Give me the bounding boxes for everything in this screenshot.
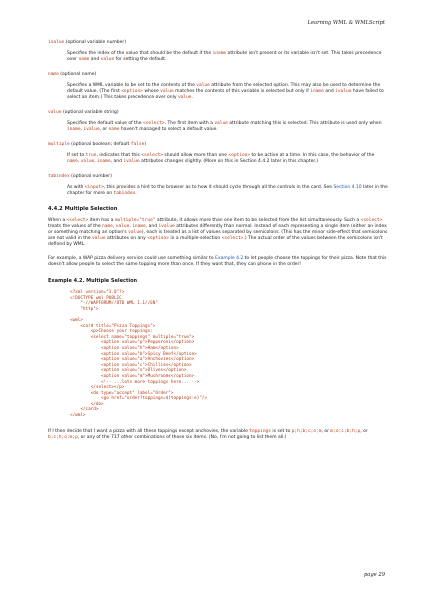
text: attributes changes slightly. (More on this in Section 4.4.2 later in this chapter.) — [139, 159, 319, 164]
text: .) The actual order of the values between the semicolons isn't defined by WML. — [48, 236, 383, 247]
term-tabindex — [48, 174, 388, 180]
attr-name: value — [48, 110, 62, 115]
text: later in the chapter for more on — [67, 185, 388, 196]
text: Specifies the index of the value that should be the default if the — [67, 51, 213, 56]
text: , or — [360, 428, 368, 434]
code-listing: <?xml version="1.0"?> <!DOCTYPE wml PUBLIC "-//WAPFORUM//DTD WML 1.1//EN" "http"> <wml> <card title="Pizza Toppings"> <p>Choose your toppings: <select name="toppings" multiple="true"> <option value="p">Pepperoni</option> <option value="h">Ham</option> <option value="b">Spicy Beef</option> <option value="a">Anchovies</option> <option value="c">Chillies</option> <option value="o">Olives</option> <option value="m">Mushrooms</option> <!-- ...lots more toppings here... --> </select></p> <do type="accept" label="Order"> <go href="order?toppings=$(toppings:e)"/> </do> </card> </wml> — [70, 290, 208, 419]
text: whose — [142, 89, 161, 94]
attr-name: tabindex — [48, 174, 70, 179]
code: m;o;c;b;h;p — [330, 428, 361, 434]
code: iname — [132, 224, 146, 229]
text: attribute isn't present or its variable isn't set. This takes precedence over — [67, 51, 382, 62]
code: iname — [310, 89, 324, 94]
text: , — [129, 224, 133, 229]
code: value — [115, 224, 130, 229]
text: attribute, it allows more than one item to be selected from the list simultaneously. Such a — [155, 218, 361, 223]
code: toppings — [249, 428, 271, 434]
attr-type: (optional number) — [71, 174, 112, 179]
code: value — [214, 121, 228, 126]
code: b;c;h;o;m;p — [48, 434, 78, 440]
text: to be active at a time. In this case, the behavior of the — [250, 153, 375, 158]
running-head: Learning WML & WMLScript — [307, 20, 385, 26]
code: <option> — [228, 153, 251, 158]
code: ivalue — [123, 159, 140, 164]
page-number: page 29 — [363, 572, 385, 578]
attr-type: (optional variable string) — [62, 110, 119, 115]
text: in a multiple-selection — [168, 236, 222, 241]
desc-tabindex — [67, 185, 388, 197]
text: attributes differently than normal. Instead of each representing a single item (either an index or something matching an option's — [48, 224, 387, 235]
code: <select> — [221, 236, 244, 241]
term-ivalue — [48, 40, 388, 46]
section-heading: 4.4.2 Multiple Selection — [48, 206, 118, 212]
code: ivalue — [335, 89, 352, 94]
text: and — [323, 89, 336, 94]
code: value — [92, 236, 106, 241]
attr-name: ivalue — [48, 40, 65, 45]
text: Specifies the default value of the — [67, 121, 143, 126]
paragraph-3 — [48, 429, 388, 441]
code: value — [177, 95, 192, 100]
code: name — [78, 57, 90, 62]
text: for setting the default. — [114, 57, 167, 62]
text: , or — [321, 428, 331, 434]
example-title: Example 4.2. Multiple Selection — [48, 278, 138, 284]
text: to let people choose the toppings for their pizza. Note that this doesn't allow people to select the same topping more than once. If they want that, they can phone in the order! — [48, 256, 387, 267]
text: should allow more than one — [162, 153, 229, 158]
code: tabindex — [113, 191, 136, 196]
text: If set to — [67, 153, 86, 158]
attr-type: (optional variable number) — [65, 40, 127, 45]
term-multiple — [48, 142, 388, 148]
section-link[interactable]: Section 4.10 — [333, 185, 362, 190]
term-name — [48, 72, 388, 78]
text: attribute matching this is selected. This attribute is used only when — [227, 121, 382, 126]
code: ivalue — [158, 224, 175, 229]
text: , — [112, 224, 116, 229]
code: <select> — [142, 121, 165, 126]
text: ), each is treated as a list of values separated by semicolons. (This has the minor side-effect that semicolons are not valid in the — [48, 230, 388, 241]
code: value — [160, 89, 174, 94]
desc-multiple — [67, 153, 388, 165]
text: As with — [67, 185, 85, 190]
text: treats the values of the — [48, 224, 103, 229]
desc-ivalue — [67, 51, 388, 63]
text: If I then decide that I want a pizza with all these toppings except anchovies, the variable — [48, 428, 250, 434]
code: value — [80, 159, 95, 164]
text: . — [191, 95, 193, 100]
code: <select> — [66, 218, 89, 223]
code: value — [128, 230, 142, 235]
attr-type-end: ) — [144, 142, 147, 147]
text: attributes on any — [105, 236, 148, 241]
text: , this provides a hint to the browser as to how it should cycle through all the controls in the card. See — [103, 185, 334, 190]
attr-type-default: false — [130, 142, 145, 147]
text: and — [89, 57, 101, 62]
text: . The first item with a — [164, 121, 215, 126]
text: is set to — [270, 428, 292, 434]
attr-name: name — [48, 72, 59, 77]
code: name — [67, 159, 78, 164]
text: haven't managed to select a default value. — [119, 127, 218, 132]
term-value — [48, 110, 388, 116]
text: , — [77, 159, 81, 164]
code: name — [102, 224, 113, 229]
code: value — [196, 83, 210, 88]
page-content — [48, 40, 388, 449]
text: , and — [145, 224, 159, 229]
desc-name — [67, 83, 388, 101]
code: <option> — [121, 89, 143, 94]
attr-name: multiple — [48, 142, 70, 147]
code: name — [108, 127, 120, 132]
code: ivalue — [83, 127, 100, 132]
text: matches the contents of this variable is selected but only if — [173, 89, 311, 94]
attr-type: (optional boolean; default — [71, 142, 131, 147]
code: <input> — [84, 185, 104, 190]
text: have failed to select an item.) This takes precedence over only — [67, 89, 384, 100]
text: When a — [48, 218, 67, 223]
example-link[interactable]: Example 4.2 — [215, 256, 244, 261]
desc-value — [67, 121, 388, 133]
text: , — [94, 159, 98, 164]
attr-type: (optional name) — [60, 72, 97, 77]
paragraph-2 — [48, 256, 388, 268]
code: true — [85, 153, 97, 158]
text: For example, a WAP pizza delivery service could use something similar to — [48, 256, 216, 261]
code: value — [100, 57, 115, 62]
code: <select> — [141, 153, 163, 158]
text: , indicates that this — [96, 153, 142, 158]
text: attribute from the selected option. This may also be used to determine the default value. (The first — [67, 83, 381, 94]
text: , — [80, 127, 84, 132]
text: , and — [110, 159, 124, 164]
paragraph-1 — [48, 218, 388, 248]
text: item has a — [88, 218, 115, 223]
text: Specifies a WML variable to be set to the contents of the — [67, 83, 197, 88]
text: . — [135, 191, 137, 196]
text: , or — [99, 127, 109, 132]
code: <option> — [147, 236, 169, 241]
code: iname — [212, 51, 227, 56]
code: p;h;b;c;o;m — [291, 428, 322, 434]
code: iname — [97, 159, 111, 164]
code: <select> — [360, 218, 383, 223]
code: iname — [67, 127, 81, 132]
code: multiple="true" — [114, 218, 156, 223]
text: , or any of the 717 other combinations of those six items. (No, I'm not going to list them all.) — [77, 434, 287, 440]
